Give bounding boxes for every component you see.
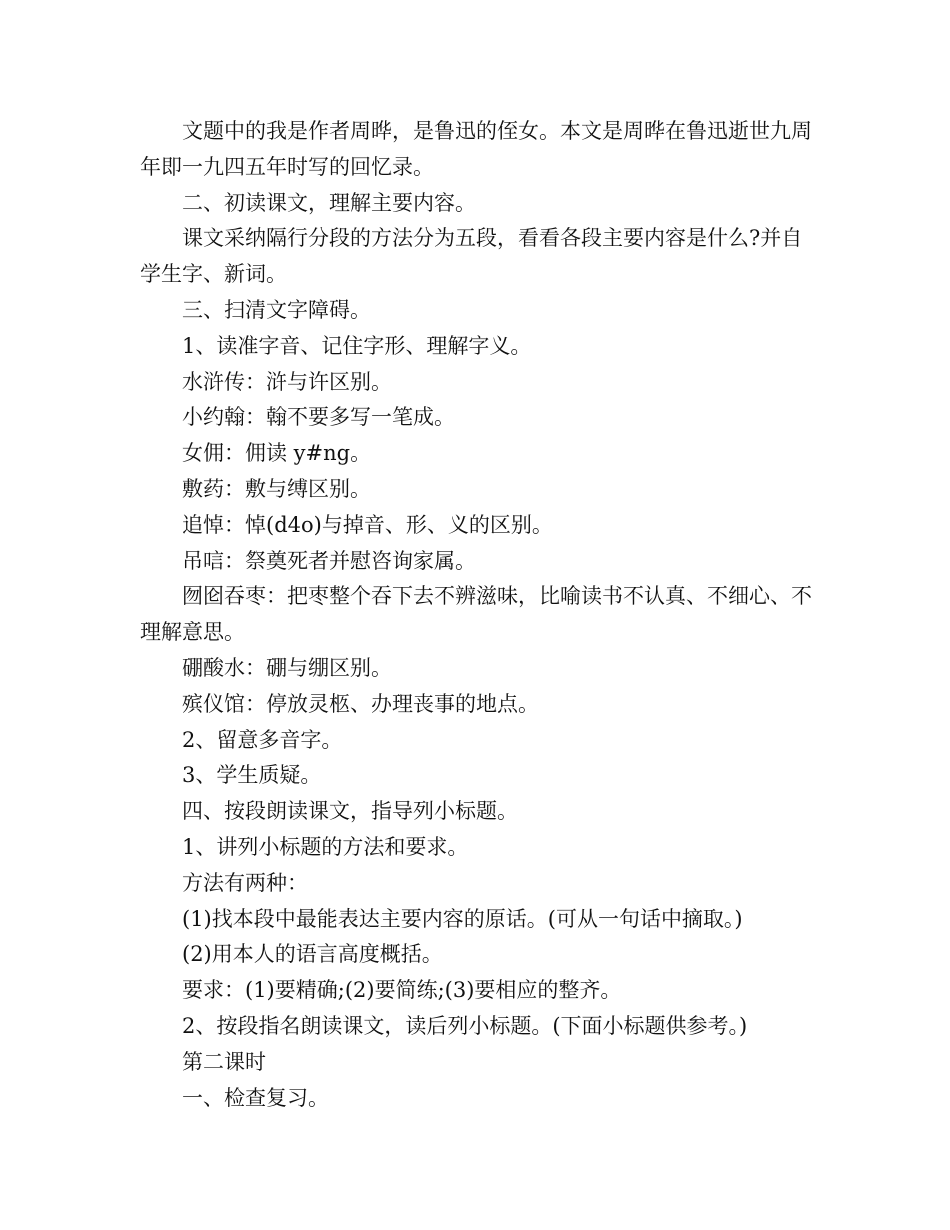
- paragraph: 3、学生质疑。: [182, 763, 322, 788]
- paragraph: 二、初读课文，理解主要内容。: [182, 190, 476, 215]
- paragraph: 方法有两种：: [182, 870, 308, 895]
- paragraph: 1、讲列小标题的方法和要求。: [182, 834, 469, 859]
- paragraph: 水浒传：浒与许区别。: [182, 369, 392, 394]
- paragraph: (2)用本人的语言高度概括。: [182, 942, 443, 967]
- paragraph: 硼酸水：硼与绷区别。: [182, 655, 392, 680]
- paragraph: 殡仪馆：停放灵柩、办理丧事的地点。: [182, 691, 539, 716]
- paragraph: 囫囵吞枣：把枣整个吞下去不辨滋味，比喻读书不认真、不细心、不理解意思。: [140, 584, 812, 645]
- paragraph: 三、扫清文字障碍。: [182, 297, 371, 322]
- document-body: [140, 114, 822, 1116]
- paragraph: 一、检查复习。: [182, 1085, 329, 1110]
- paragraph: 女佣：佣读 y#ng。: [182, 441, 372, 466]
- paragraph: 敷药：敷与缚区别。: [182, 476, 371, 501]
- paragraph: 追悼：悼(d4o)与掉音、形、义的区别。: [182, 512, 553, 537]
- paragraph: 1、读准字音、记住字形、理解字义。: [182, 333, 532, 358]
- paragraph: 课文采纳隔行分段的方法分为五段，看看各段主要内容是什么?并自学生字、新词。: [140, 226, 803, 287]
- paragraph: 文题中的我是作者周晔，是鲁迅的侄女。本文是周晔在鲁迅逝世九周年即一九四五年时写的回忆录。: [140, 119, 812, 179]
- paragraph: 吊唁：祭奠死者并慰咨询家属。: [182, 548, 476, 573]
- paragraph: (1)找本段中最能表达主要内容的原话。(可从一句话中摘取。): [182, 906, 743, 931]
- paragraph: 第二课时: [182, 1049, 266, 1074]
- paragraph: 2、按段指名朗读课文，读后列小标题。(下面小标题供参考。): [182, 1013, 748, 1038]
- paragraph: 2、留意多音字。: [182, 727, 343, 752]
- paragraph: 四、按段朗读课文，指导列小标题。: [182, 799, 518, 824]
- paragraph: 小约翰：翰不要多写一笔成。: [182, 405, 455, 430]
- paragraph: 要求：(1)要精确;(2)要简练;(3)要相应的整齐。: [182, 978, 622, 1003]
